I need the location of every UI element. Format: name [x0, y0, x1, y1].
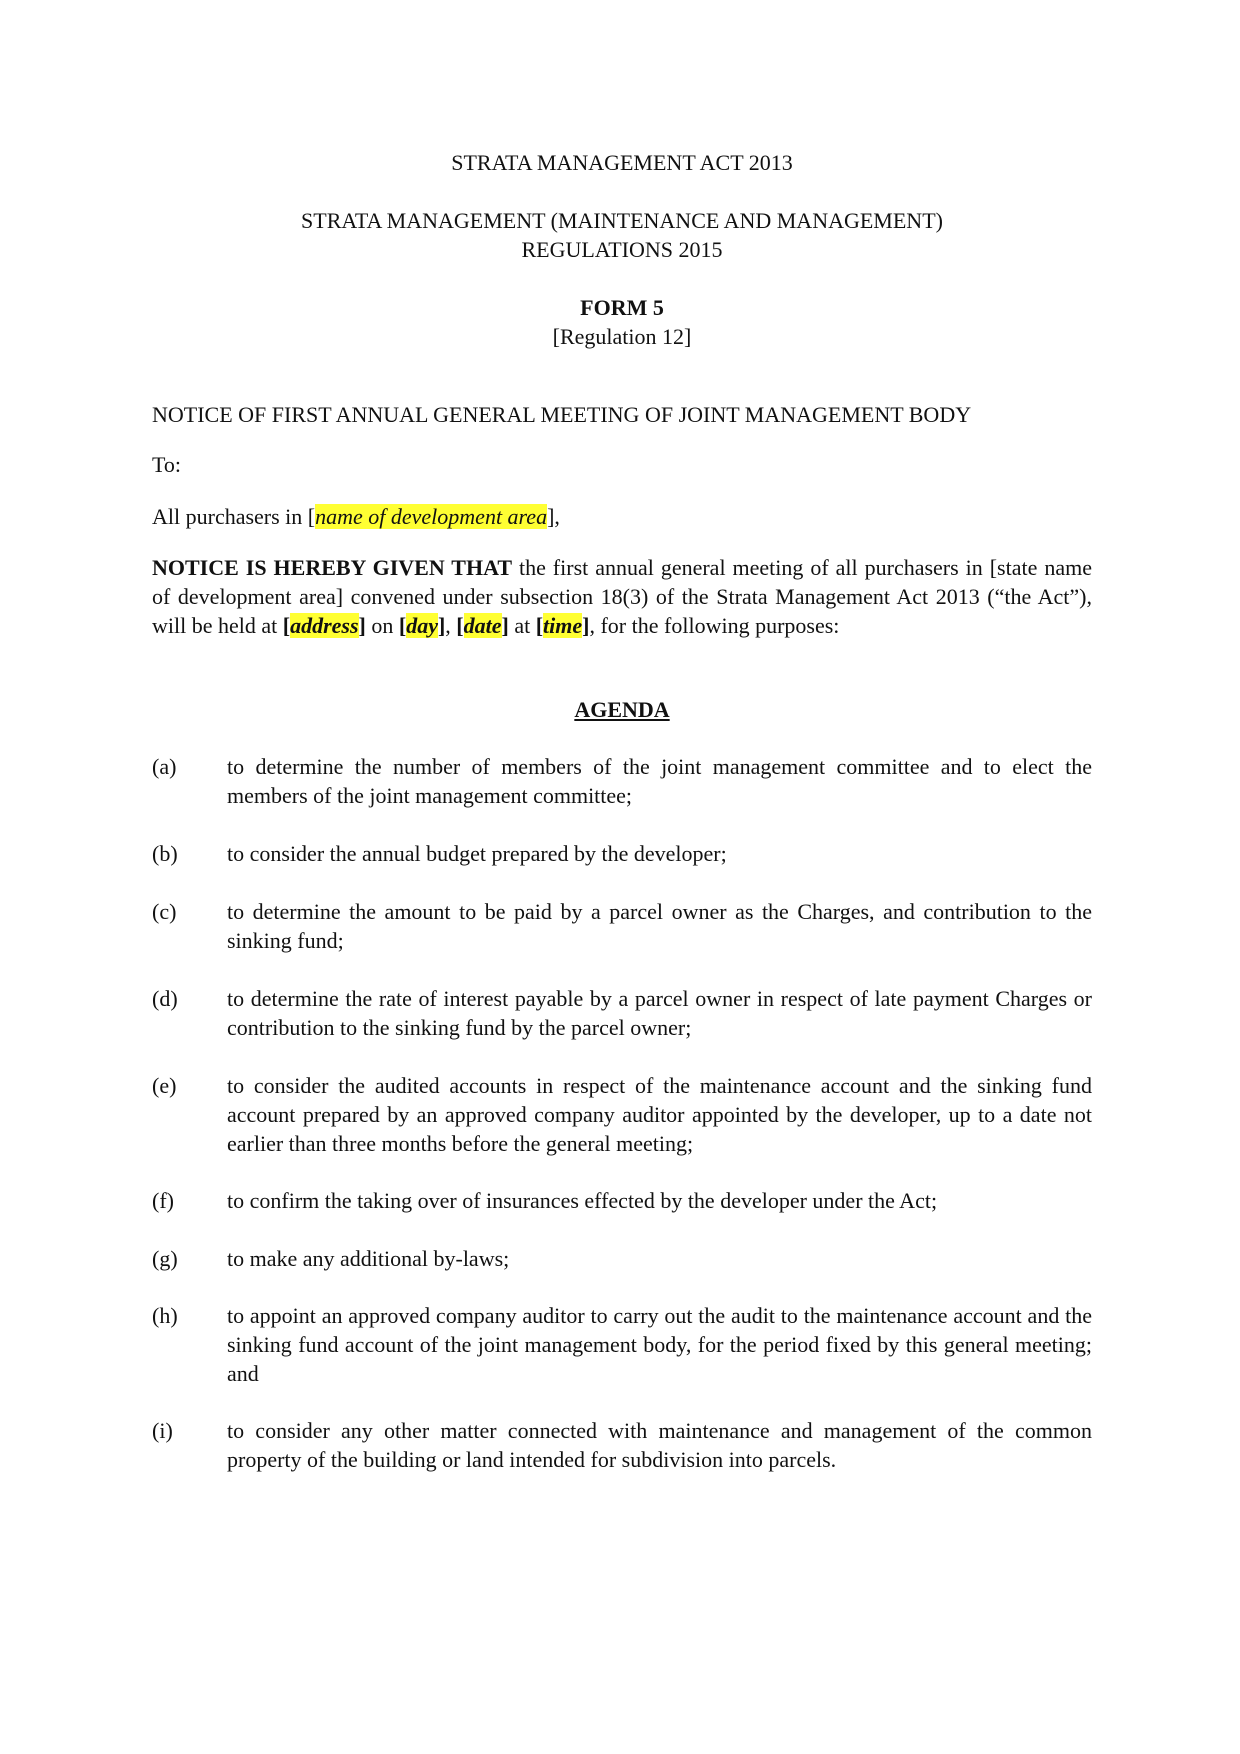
purchasers-line: [152, 502, 1092, 531]
notice-title: NOTICE OF FIRST ANNUAL GENERAL MEETING OF JOINT MANAGEMENT BODY: [152, 402, 972, 427]
notice-paragraph: NOTICE IS HEREBY GIVEN THAT the first annual general meeting of all purchasers in [state name of development area] convened under subsection 18(3) of the Strata Management Act 2013 (“the Act”), will be held at [address] on [day], [date] at [time], for the following purposes:: [152, 555, 1092, 638]
agenda-item-letter: (c): [152, 899, 177, 924]
notice-text-1: the first annual general meeting of all purchasers in [state name of development area] convened under subsection 18(3) of the Strata Management Act 2013 (“the Act”), will be held at: [152, 555, 1092, 638]
notice-text-4: at: [508, 613, 536, 638]
address-placeholder: address: [290, 613, 359, 638]
agenda-item-text: to determine the rate of interest payable by a parcel owner in respect of late payment Charges or contribution to the sinking fund by the parcel owner;: [227, 986, 1092, 1040]
agenda-title: AGENDA: [574, 697, 670, 722]
agenda-item-letter: (i): [152, 1418, 173, 1443]
agenda-item-letter: (a): [152, 754, 177, 779]
agenda-item-text: to determine the amount to be paid by a parcel owner as the Charges, and contribution to the sinking fund;: [227, 899, 1092, 953]
time-placeholder: time: [543, 613, 583, 638]
regulations-title-line2: REGULATIONS 2015: [521, 237, 723, 262]
agenda-item-letter: (d): [152, 986, 178, 1011]
development-area-placeholder: name of development area: [315, 504, 548, 529]
agenda-item-letter: (e): [152, 1073, 177, 1098]
to-label: To:: [152, 452, 182, 477]
notice-lead: NOTICE IS HEREBY GIVEN THAT: [152, 555, 512, 580]
agenda-item-text: to consider the audited accounts in respect of the maintenance account and the sinking fund account prepared by an approved company auditor appointed by the developer, up to a date not earlier than three months before the general meeting;: [227, 1073, 1092, 1156]
notice-text-3: ,: [445, 613, 457, 638]
act-title: STRATA MANAGEMENT ACT 2013: [451, 150, 793, 175]
day-placeholder: day: [406, 613, 438, 638]
agenda-item-text: to consider the annual budget prepared by the developer;: [227, 841, 727, 866]
form-title: FORM 5: [580, 295, 664, 320]
purchasers-prefix: All purchasers in [: [152, 504, 316, 529]
date-placeholder: date: [463, 613, 502, 638]
regulation-reference: [Regulation 12]: [552, 324, 692, 349]
agenda-item-letter: (f): [152, 1188, 174, 1213]
agenda-item-text: to make any additional by-laws;: [227, 1246, 510, 1271]
agenda-item-letter: (g): [152, 1246, 178, 1271]
purchasers-suffix: ],: [547, 504, 560, 529]
regulations-title-line1: STRATA MANAGEMENT (MAINTENANCE AND MANAGEMENT): [301, 208, 943, 233]
agenda-item-text: to determine the number of members of the joint management committee and to elect the members of the joint management committee;: [227, 754, 1092, 808]
notice-text-5: , for the following purposes:: [589, 613, 840, 638]
agenda-item-text: to appoint an approved company auditor to carry out the audit to the maintenance account and the sinking fund account of the joint management body, for the period fixed by this general meeting; and: [227, 1303, 1092, 1386]
notice-text-2: on: [365, 613, 399, 638]
agenda-item-letter: (b): [152, 841, 178, 866]
agenda-item-text: to confirm the taking over of insurances effected by the developer under the Act;: [227, 1188, 938, 1213]
agenda-item-text: to consider any other matter connected with maintenance and management of the common property of the building or land intended for subdivision into parcels.: [227, 1418, 1092, 1472]
agenda-item-letter: (h): [152, 1303, 178, 1328]
